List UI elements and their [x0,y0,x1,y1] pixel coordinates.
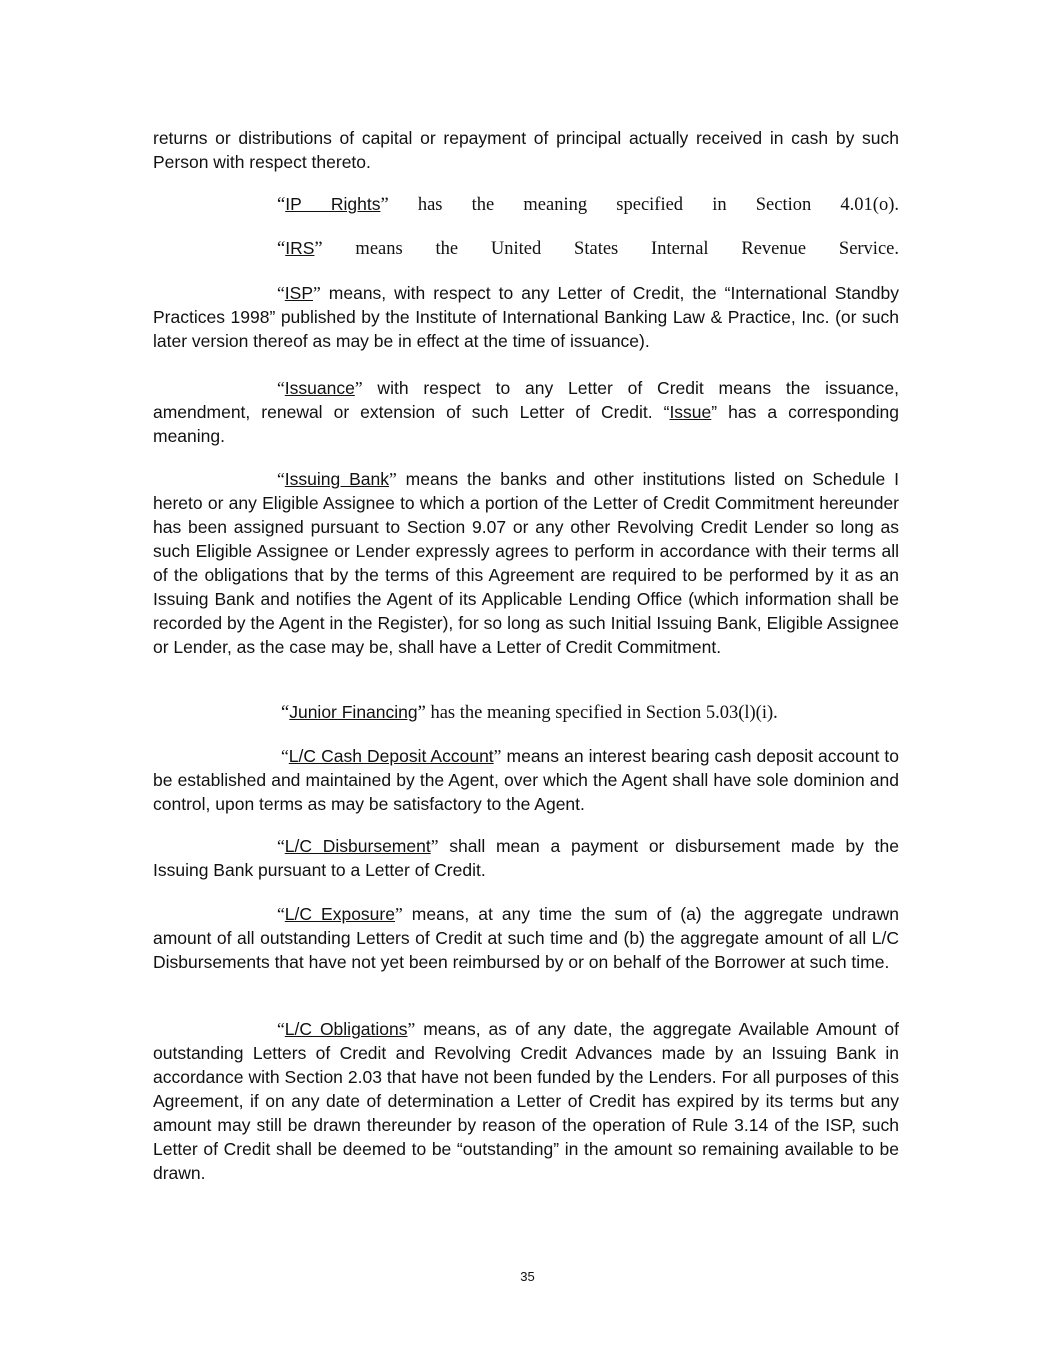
defined-term: ISP [284,283,313,303]
paragraph-continuation: returns or distributions of capital or repayment of principal actually received in cash by such Person with respect thereto. [153,128,899,172]
definition-text: with respect to any Letter of Credit means the issuance, amendment, renewal or extension of such Letter of Credit. “ [153,378,899,422]
definition-text: means an interest bearing cash deposit account to be established and maintained by the Agent, over which the Agent shall have sole dominion and control, upon terms as may be satisfactory to the Agent. [153,746,900,814]
definition-text: has the meaning specified in Section 5.03(l)(i). [425,703,778,723]
definition-ip-rights: “IP Rights” has the meaning specified in Section 4.01(o). [277,194,899,215]
definition-lc-exposure: “L/C Exposure” means, at any time the sum of (a) the aggregate undrawn amount of all outstanding Letters of Credit at such time and (b) the aggregate amount of all L/C Disbursements that have not yet been reimbursed by or on behalf of the Borrower at such time. [153,904,899,972]
definition-text: shall mean a payment or disbursement made by the Issuing Bank pursuant to a Letter of Credit. [153,836,899,880]
defined-term: Issuance [284,378,355,398]
defined-term: L/C Disbursement [284,836,431,856]
definition-text: means, as of any date, the aggregate Available Amount of outstanding Letters of Credit and Revolving Credit Advances made by an Issuing Bank in accordance with Section 2.03 that have not been funded by the Lenders. For all purposes of this Agreement, if on any date of determination a Letter of Credit has expired by its terms but any amount may still be drawn thereunder by reason of the operation of Rule 3.14 of the ISP, such Letter of Credit shall be deemed to be “outstanding” in the amount so remaining available to be drawn. [153,1019,899,1183]
defined-term: IP Rights [285,194,381,214]
defined-term: L/C Obligations [284,1019,408,1039]
defined-term-issue: Issue [669,402,712,422]
definition-lc-cash-deposit-account: “L/C Cash Deposit Account” means an interest bearing cash deposit account to be established and maintained by the Agent, over which the Agent shall have sole dominion and control, upon terms as may be satisfactory to the Agent. [153,746,900,814]
page-number: 35 [520,1269,535,1284]
definition-lc-disbursement: “L/C Disbursement” shall mean a payment or disbursement made by the Issuing Bank pursuant to a Letter of Credit. [153,836,899,880]
definition-text: means, at any time the sum of (a) the aggregate undrawn amount of all outstanding Letters of Credit at such time and (b) the aggregate amount of all L/C Disbursements that have not yet been reimbursed by or on behalf of the Borrower at such time. [153,904,899,972]
defined-term: Issuing Bank [284,469,389,489]
defined-term: L/C Exposure [284,904,395,924]
definition-text: means the banks and other institutions listed on Schedule I hereto or any Eligible Assignee to which a portion of the Letter of Credit Commitment hereunder has been assigned pursuant to Section 9.07 or any other Revolving Credit Lender so long as such Eligible Assignee or Lender expressly agrees to perform in accordance with their terms all of the obligations that by the terms of this Agreement are required to be performed by it as an Issuing Bank and notifies the Agent of its Applicable Lending Office (which information shall be recorded by the Agent in the Register), for so long as such Initial Issuing Bank, Eligible Assignee or Lender, as the case may be, shall have a Letter of Credit Commitment. [153,469,900,657]
definition-text: means the United States Internal Revenue Service. [322,239,899,259]
defined-term: Junior Financing [289,702,418,722]
definition-irs: “IRS” means the United States Internal Revenue Service. [277,238,899,259]
definition-issuing-bank: “Issuing Bank” means the banks and other institutions listed on Schedule I hereto or any Eligible Assignee to which a portion of the Letter of Credit Commitment hereunder has been assigned pursuant to Section 9.07 or any other Revolving Credit Lender so long as such Eligible Assignee or Lender expressly agrees to perform in accordance with their terms all of the obligations that by the terms of this Agreement are required to be performed by it as an Issuing Bank and notifies the Agent of its Applicable Lending Office (which information shall be recorded by the Agent in the Register), for so long as such Initial Issuing Bank, Eligible Assignee or Lender, as the case may be, shall have a Letter of Credit Commitment. [153,469,900,657]
defined-term: IRS [285,238,315,258]
definition-text: has the meaning specified in Section 4.01(o). [388,195,899,215]
definition-isp: “ISP” means, with respect to any Letter of Credit, the “International Standby Practices 1998” published by the Institute of International Banking Law & Practice, Inc. (or such later version thereof as may be in effect at the time of issuance). [153,283,899,351]
definition-text-2: ” has a corresponding meaning. [153,402,899,446]
defined-term: L/C Cash Deposit Account [288,746,494,766]
definition-lc-obligations: “L/C Obligations” means, as of any date, the aggregate Available Amount of outstanding Letters of Credit and Revolving Credit Advances made by an Issuing Bank in accordance with Section 2.03 that have not been funded by the Lenders. For all purposes of this Agreement, if on any date of determination a Letter of Credit has expired by its terms but any amount may still be drawn thereunder by reason of the operation of Rule 3.14 of the ISP, such Letter of Credit shall be deemed to be “outstanding” in the amount so remaining available to be drawn. [153,1019,899,1183]
definition-issuance: “Issuance” with respect to any Letter of Credit means the issuance, amendment, renewal or extension of such Letter of Credit. “Issue” has a corresponding meaning. [153,378,899,446]
definition-junior-financing: “Junior Financing” has the meaning specified in Section 5.03(l)(i). [281,702,778,723]
definition-text: means, with respect to any Letter of Credit, the “International Standby Practices 1998” published by the Institute of International Banking Law & Practice, Inc. (or such later version thereof as may be in effect at the time of issuance). [153,283,899,351]
